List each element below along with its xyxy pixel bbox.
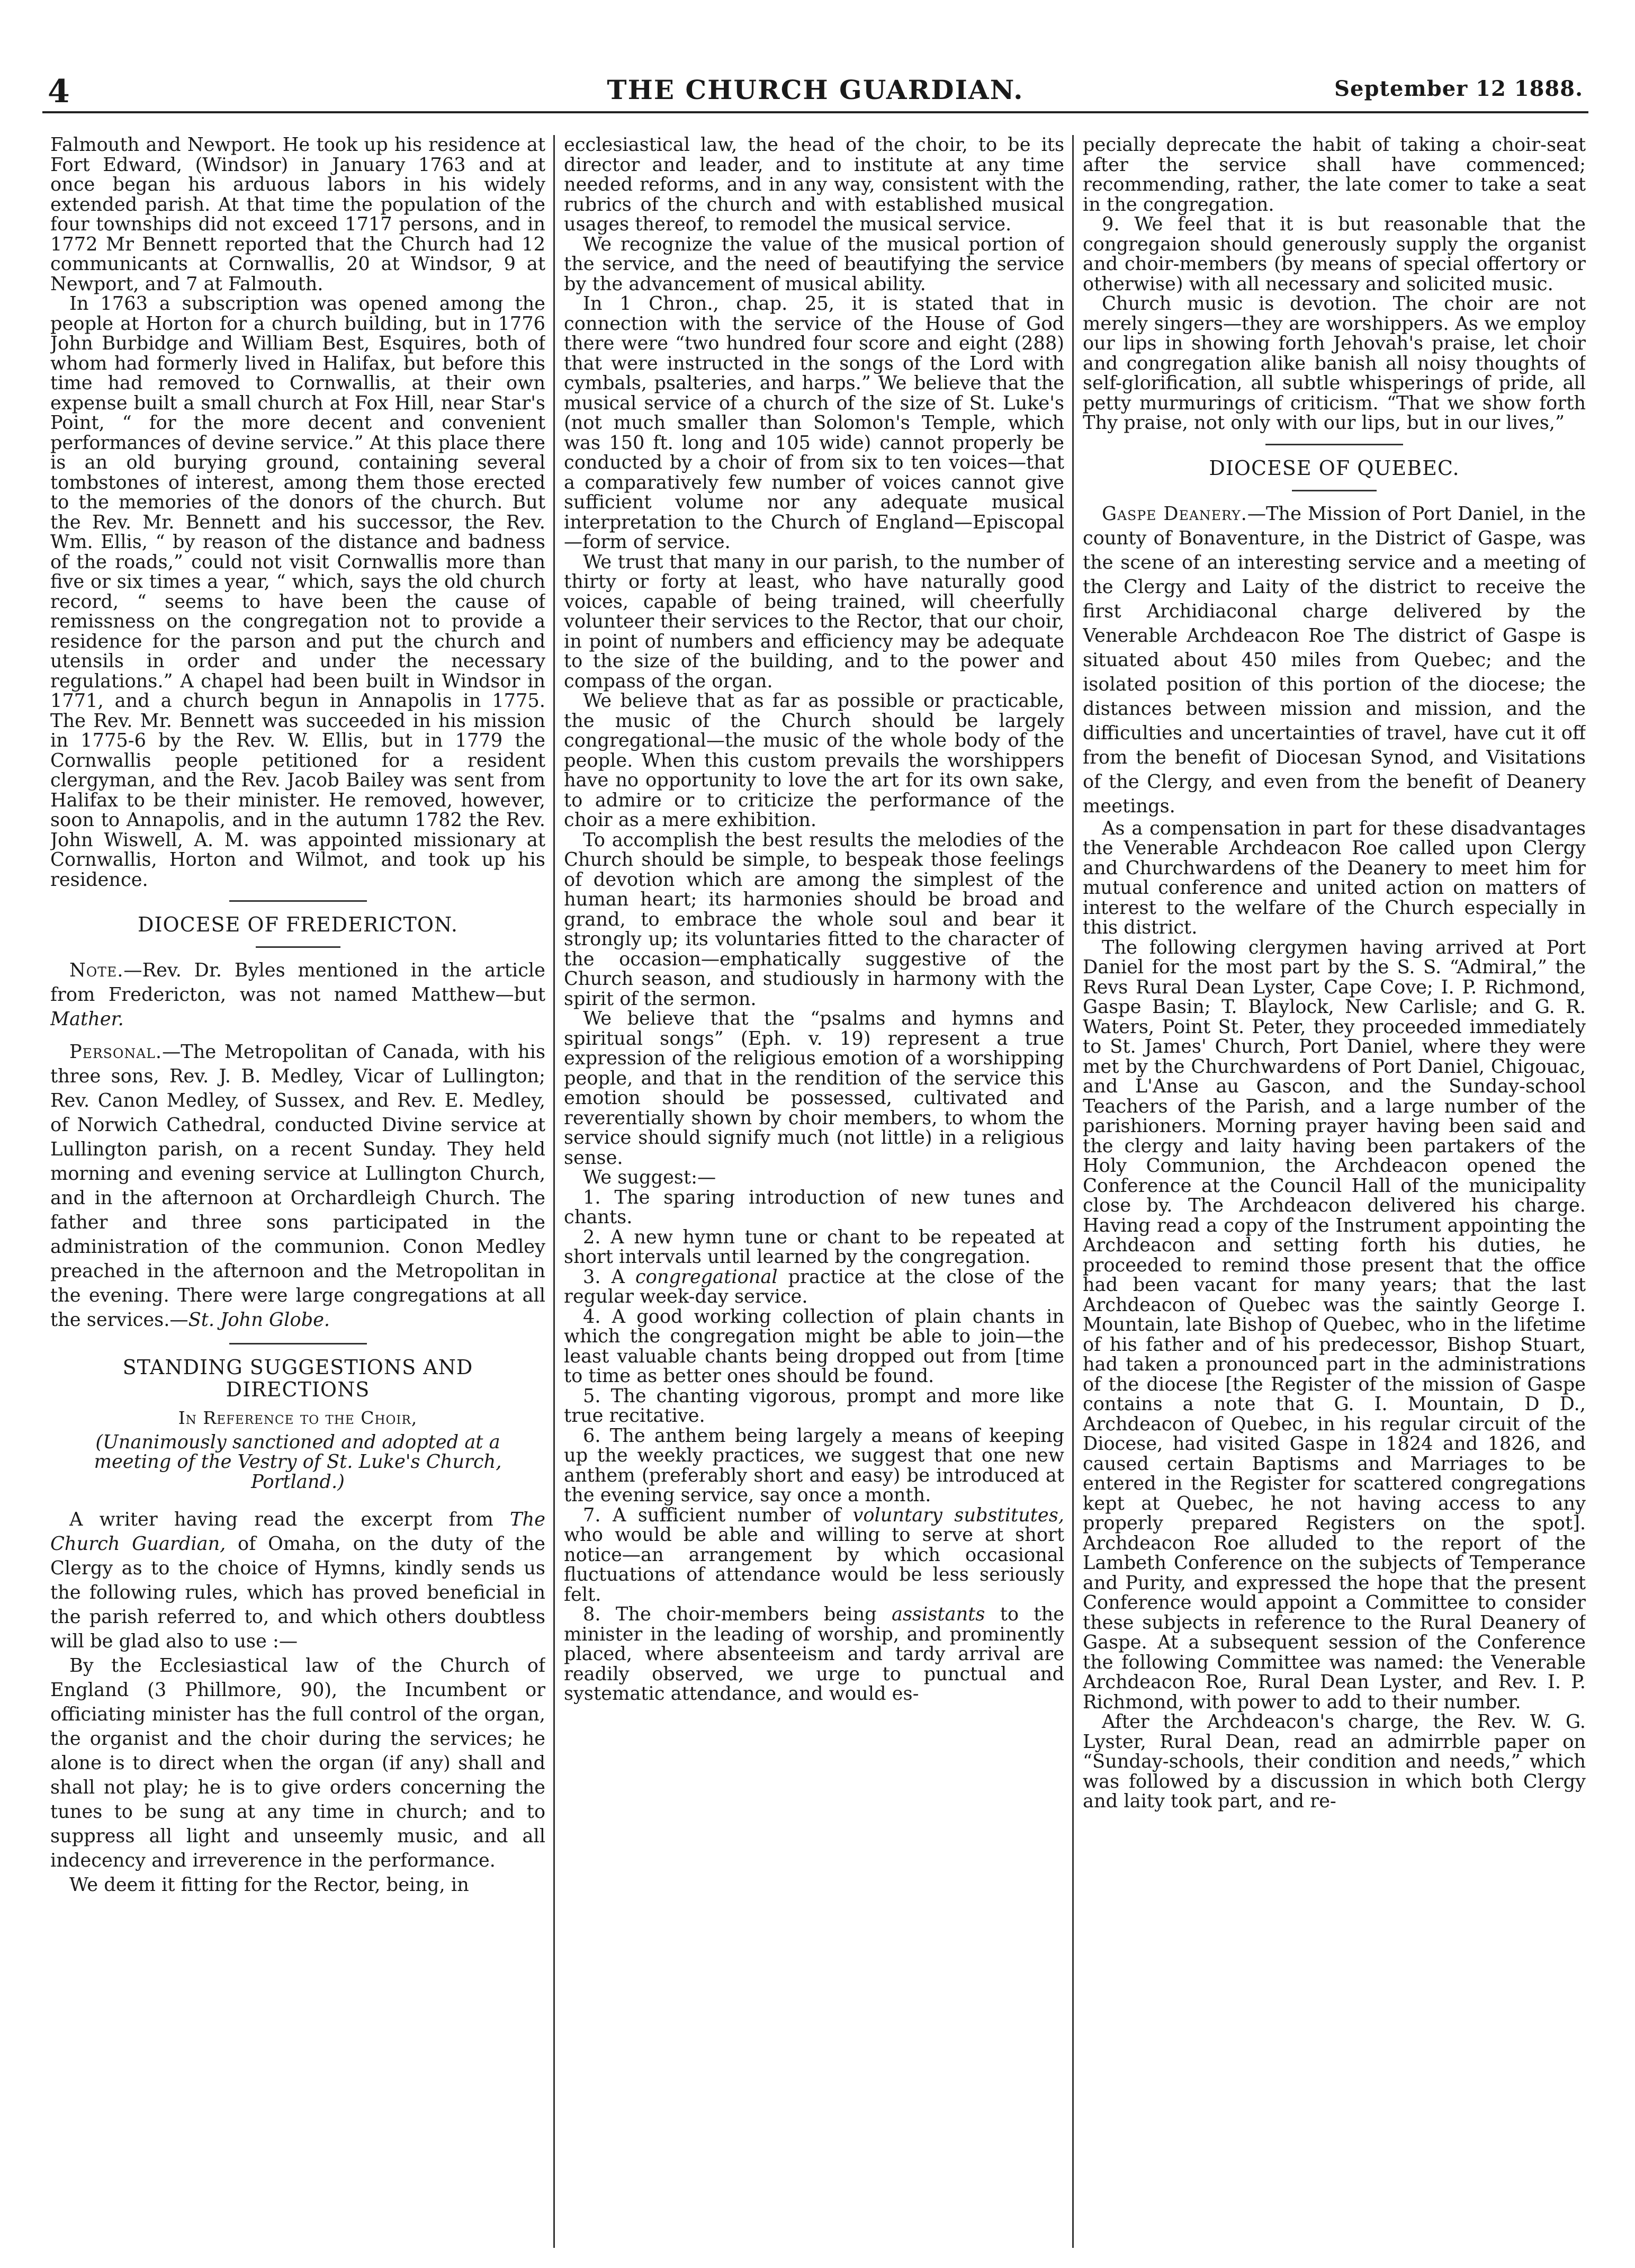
paragraph: We suggest:— — [583, 1167, 716, 1188]
section-heading: STANDING SUGGESTIONS AND DIRECTIONS — [122, 1356, 473, 1401]
column-rule — [1072, 135, 1074, 2248]
column-1 — [50, 135, 545, 2248]
paragraph: In 1763 a subscription was opened among the people at Horton for a church building, but in 1776 John Burbidge and William Best, Esquires, both of whom had formerly lived in Halifax, but before this time had removed to Cornwallis, at their own expense built a small church at Fox Hill, near Star's Point, “ for the more decent and convenient performances of devine service.” At this place there is an old burying ground, containing several tombstones of interest, among them those erected to the memories of the donors of the church. But the Rev. Mr. Bennett and his successor, the Rev. Wm. Ellis, “ by reason of the distance and badness of the roads,” could not visit Cornwallis more than five or six times a year, “ which, says the old church record, “ seems to have been the cause of remissness on the congregation not to provide a residence for the parson and put the church and utensils in order and under the necessary regulations.” A chapel had been built in Windsor in 1771, and a church begun in Annapolis in 1775. The Rev. Mr. Bennett was succeeded in his mission in 1775-6 by the Rev. W. Ellis, but in 1779 the Cornwallis people petitioned for a resident clergyman, and the Rev. Jacob Bailey was sent from Halifax to be their minister. He removed, however, soon to Annapolis, and in the autumn 1782 the Rev. John Wiswell, A. M. was appointed missionary at Cornwallis, Horton and Wilmot, and took up his residence. — [50, 293, 545, 891]
issue-date: September 12 1888. — [1334, 76, 1583, 101]
paragraph: Note.—Rev. Dr. Byles mentioned in the article from Fredericton, was not named Matthew—but Mather. — [50, 960, 545, 1030]
paragraph: Personal.—The Metropolitan of Canada, with his three sons, Rev. J. B. Medley, Vicar of Lullington; Rev. Canon Medley, of Sussex, and Rev. E. Medley, of Norwich Cathedral, conducted Divine service at Lullington parish, on a recent Sunday. They held morning and evening service at Lullington Church, and in the afternoon at Orchardleigh Church. The father and three sons participated in the administration of the communion. Conon Medley preached in the afternoon and the Metropolitan in the evening. There were large congregations at all the services.—St. John Globe. — [50, 1041, 545, 1331]
paragraph: We trust that many in our parish, to the number of thirty or forty at least, who have naturally good voices, capable of being trained, will cheerfully volunteer their services to the Rector, that our choir, in point of numbers and efficiency may be adequate to the size of the building, and to the power and compass of the organ. — [564, 551, 1064, 692]
column-3 — [1083, 135, 1586, 2248]
section-divider — [1265, 444, 1403, 445]
suggestion-item: 2. A new hymn tune or chant to be repeated at short intervals until learned by the congregation. — [564, 1226, 1064, 1268]
paragraph: A writer having read the excerpt from The Church Guardian, of Omaha, on the duty of the Clergy as to the choice of Hymns, kindly sends us the following rules, which has proved beneficial in the parish referred to, and which others doubtless will be glad also to use :— — [50, 1509, 545, 1652]
subheading-italic: (Unanimously sanctioned and adopted at a meeting of the Vestry of St. Luke's Church, Portland.) — [94, 1431, 502, 1493]
suggestion-item: 4. A good working collection of plain chants in which the congregation might be able to join—the least valuable chants being dropped out from [time to time as better ones should be found. — [564, 1305, 1064, 1387]
suggestion-item: 1. The sparing introduction of new tunes and chants. — [564, 1186, 1064, 1228]
section-divider — [256, 946, 340, 948]
suggestion-item: 7. A sufficient number of voluntary substitutes, who would be able and willing to serve at short notice—an arrangement by which occasional fluctuations of attendance would be less seriously felt. — [564, 1504, 1064, 1606]
paragraph: pecially deprecate the habit of taking a choir-seat after the service shall have commenced; recommending, rather, the late comer to take a seat in the congregation. — [1083, 135, 1586, 216]
paragraph: We deem it fitting for the Rector, being, in — [69, 1874, 469, 1896]
page-number: 4 — [48, 73, 70, 110]
paragraph: 9. We feel that it is but reasonable that the congregaion should generously supply the organist and choir-members (by means of special offertory or otherwise) with all necessary and solicited music. — [1083, 213, 1586, 295]
suggestion-item: 3. A congregational practice at the close of the regular week-day service. — [564, 1266, 1064, 1307]
paragraph: ecclesiastical law, the head of the choir, to be its director and leader, and to institute at any time needed reforms, and in any way, consistent with the rubrics of the church and with established musical usages thereof, to remodel the musical service. — [564, 135, 1064, 235]
subheading: In Reference to the Choir, — [178, 1408, 418, 1428]
paragraph: Gaspe Deanery.—The Mission of Port Daniel, in the county of Bonaventure, in the District of Gaspe, was the scene of an interesting service and a meeting of the Clergy and Laity of the district to receive the first Archidiaconal charge delivered by the Venerable Archdeacon Roe The district of Gaspe is situated about 450 miles from Quebec; and the isolated position of this portion of the diocese; the distances between mission and mission, and the difficulties and uncertainties of travel, have cut it off from the benefit of Diocesan Synod, and Visitations of the Clergy, and even from the benefit of Deanery meetings. — [1083, 503, 1586, 817]
suggestion-item: 5. The chanting vigorous, prompt and more like true recitative. — [564, 1385, 1064, 1427]
section-divider — [1292, 490, 1377, 491]
paragraph: After the Archdeacon's charge, the Rev. W. G. Lyster, Rural Dean, read an admirrble paper on “Sunday-schools, their condition and needs,” which was followed by a discussion in which both Clergy and laity took part, and re- — [1083, 1711, 1586, 1812]
paragraph: In 1 Chron., chap. 25, it is stated that in connection with the service of the House of God there were “two hundred four score and eight (288) that were instructed in the songs of the Lord with cymbals, psalteries, and harps.” We believe that the musical service of a church of the size of St. Luke's (not much smaller than Solomon's Temple, which was 150 ft. long and 105 wide) cannot properly be conducted by a choir of from six to ten voices—that a comparatively few number of voices cannot give sufficient volume nor any adequate musical interpretation to the Church of England—Episcopal—form of service. — [564, 293, 1064, 553]
paragraph: We believe that the “psalms and hymns and spiritual songs” (Eph. v. 19) represent a true expression of the religious emotion of a worshipping people, and that in the rendition of the service this emotion should be possessed, cultivated and reverentially shown by choir members, to whom the service should signify much (not little) in a religious sense. — [564, 1008, 1064, 1169]
paragraph: Falmouth and Newport. He took up his residence at Fort Edward, (Windsor) in January 1763 and at once began his arduous labors in his widely extended parish. At that time the population of the four townships did not exceed 1717 persons, and in 1772 Mr Bennett reported that the Church had 12 communicants at Cornwallis, 20 at Windsor, 9 at Newport, and 7 at Falmouth. — [50, 135, 545, 295]
column-rule — [553, 135, 555, 2248]
suggestion-item: 8. The choir-members being assistants to the minister in the leading of worship, and prominently placed, where absenteeism and tardy arrival are readily observed, we urge to punctual and systematic attendance, and would es- — [564, 1603, 1064, 1705]
section-heading: DIOCESE OF QUEBEC. — [1209, 456, 1460, 480]
run-in-label: Personal. — [69, 1041, 163, 1063]
paragraph: Church music is devotion. The choir are not merely singers—they are worshippers. As we employ our lips in showing forth Jehovah's praise, let choir and congregation alike banish all noisy thoughts of self-glorification, all subtle whisperings of pride, all petty murmurings of criticism. “That we show forth Thy praise, not only with our lips, but in our lives,” — [1083, 293, 1586, 434]
run-in-label: Gaspe Deanery. — [1102, 503, 1247, 525]
section-divider — [229, 900, 367, 902]
paragraph: As a compensation in part for these disadvantages the Venerable Archdeacon Roe called upon Clergy and Churchwardens of the Deanery to meet him for mutual conference and united action on matters of interest to the welfare of the Church especially in this district. — [1083, 817, 1586, 938]
paragraph: We believe that as far as possible or practicable, the music of the Church should be largely congregational—the music of the whole body of the people. When this custom prevails the worshippers have no opportunity to love the art for its own sake, to admire or to criticize the performance of the choir as a mere exhibition. — [564, 690, 1064, 831]
column-2 — [564, 135, 1064, 2248]
page-header — [42, 69, 1588, 113]
paragraph: We recognize the value of the musical portion of the service, and the need of beautifying the service by the advancement of musical ability. — [564, 233, 1064, 295]
run-in-label: Note. — [69, 960, 124, 981]
section-heading: DIOCESE OF FREDERICTON. — [138, 913, 458, 936]
paragraph: To accomplish the best results the melodies of the Church should be simple, to bespeak those feelings of devotion which are among the simplest of the human heart; its harmonies should be broad and grand, to embrace the whole soul and bear it strongly up; its voluntaries fitted to the character of the occasion—emphatically suggestive of the Church season, and studiously in harmony with the spirit of the sermon. — [564, 829, 1064, 1010]
paragraph: By the Ecclesiastical law of the Church of England (3 Phillmore, 90), the Incumbent or officiating minister has the full control of the organ, the organist and the choir during the services; he alone is to direct when the organ (if any) shall and shall not play; he is to give orders concerning the tunes to be sung at any time in church; and to suppress all light and unseemly music, and all indecency and irreverence in the performance. — [50, 1655, 545, 1871]
section-divider — [229, 1343, 367, 1344]
paragraph: The following clergymen having arrived at Port Daniel for the most part by the S. S. “Admiral,” the Revs Rural Dean Lyster, Cape Cove; I. P. Richmond, Gaspe Basin; T. Blaylock, New Carlisle; and G. R. Waters, Point St. Peter, they proceeded immediately to St. James' Church, Port Daniel, where they were met by the Churchwardens of Port Daniel, Chigouac, and L'Anse au Gascon, and the Sunday-school Teachers of the Parish, and a large number of the parishioners. Morning prayer having been said and the clergy and laity having been partakers of the Holy Communion, the Archdeacon opened the Conference at the Council Hall of the municipality close by. The Archdeacon delivered his charge. Having read a copy of the Instrument appointing the Archdeacon and setting forth his duties, he proceeded to remind those present that the office had been vacant for many years; that the last Archdeacon of Quebec was the saintly George I. Mountain, late Bishop of Quebec, who in the lifetime of his father and of his predecessor, Bishop Stuart, had taken a pronounced part in the administrations of the diocese [the Register of the mission of Gaspe contains a note that G. I. Mountain, D D., Archdeacon of Quebec, in his regular circuit of the Diocese, had visited Gaspe in 1824 and 1826, and caused certain Baptisms and Marriages to be entered in the Register for scattered congregations kept at Quebec, he not having access to any properly prepared Registers on the spot]. Archdeacon Roe alluded to the report of the Lambeth Conference on the subjects of Temperance and Purity, and expressed the hope that the present Conference would appoint a Committee to consider these subjects in reference to the Rural Deanery of Gaspe. At a subsequent session of the Conference the following Committee was named: the Venerable Archdeacon Roe, Rural Dean Lyster, and Rev. I. P. Richmond, with power to add to their number. — [1083, 936, 1586, 1713]
suggestion-item: 6. The anthem being largely a means of keeping up the weekly practices, we suggest that one new anthem (preferably short and easy) be introduced at the evening service, say once a month. — [564, 1424, 1064, 1506]
newspaper-title: THE CHURCH GUARDIAN. — [607, 74, 1024, 105]
